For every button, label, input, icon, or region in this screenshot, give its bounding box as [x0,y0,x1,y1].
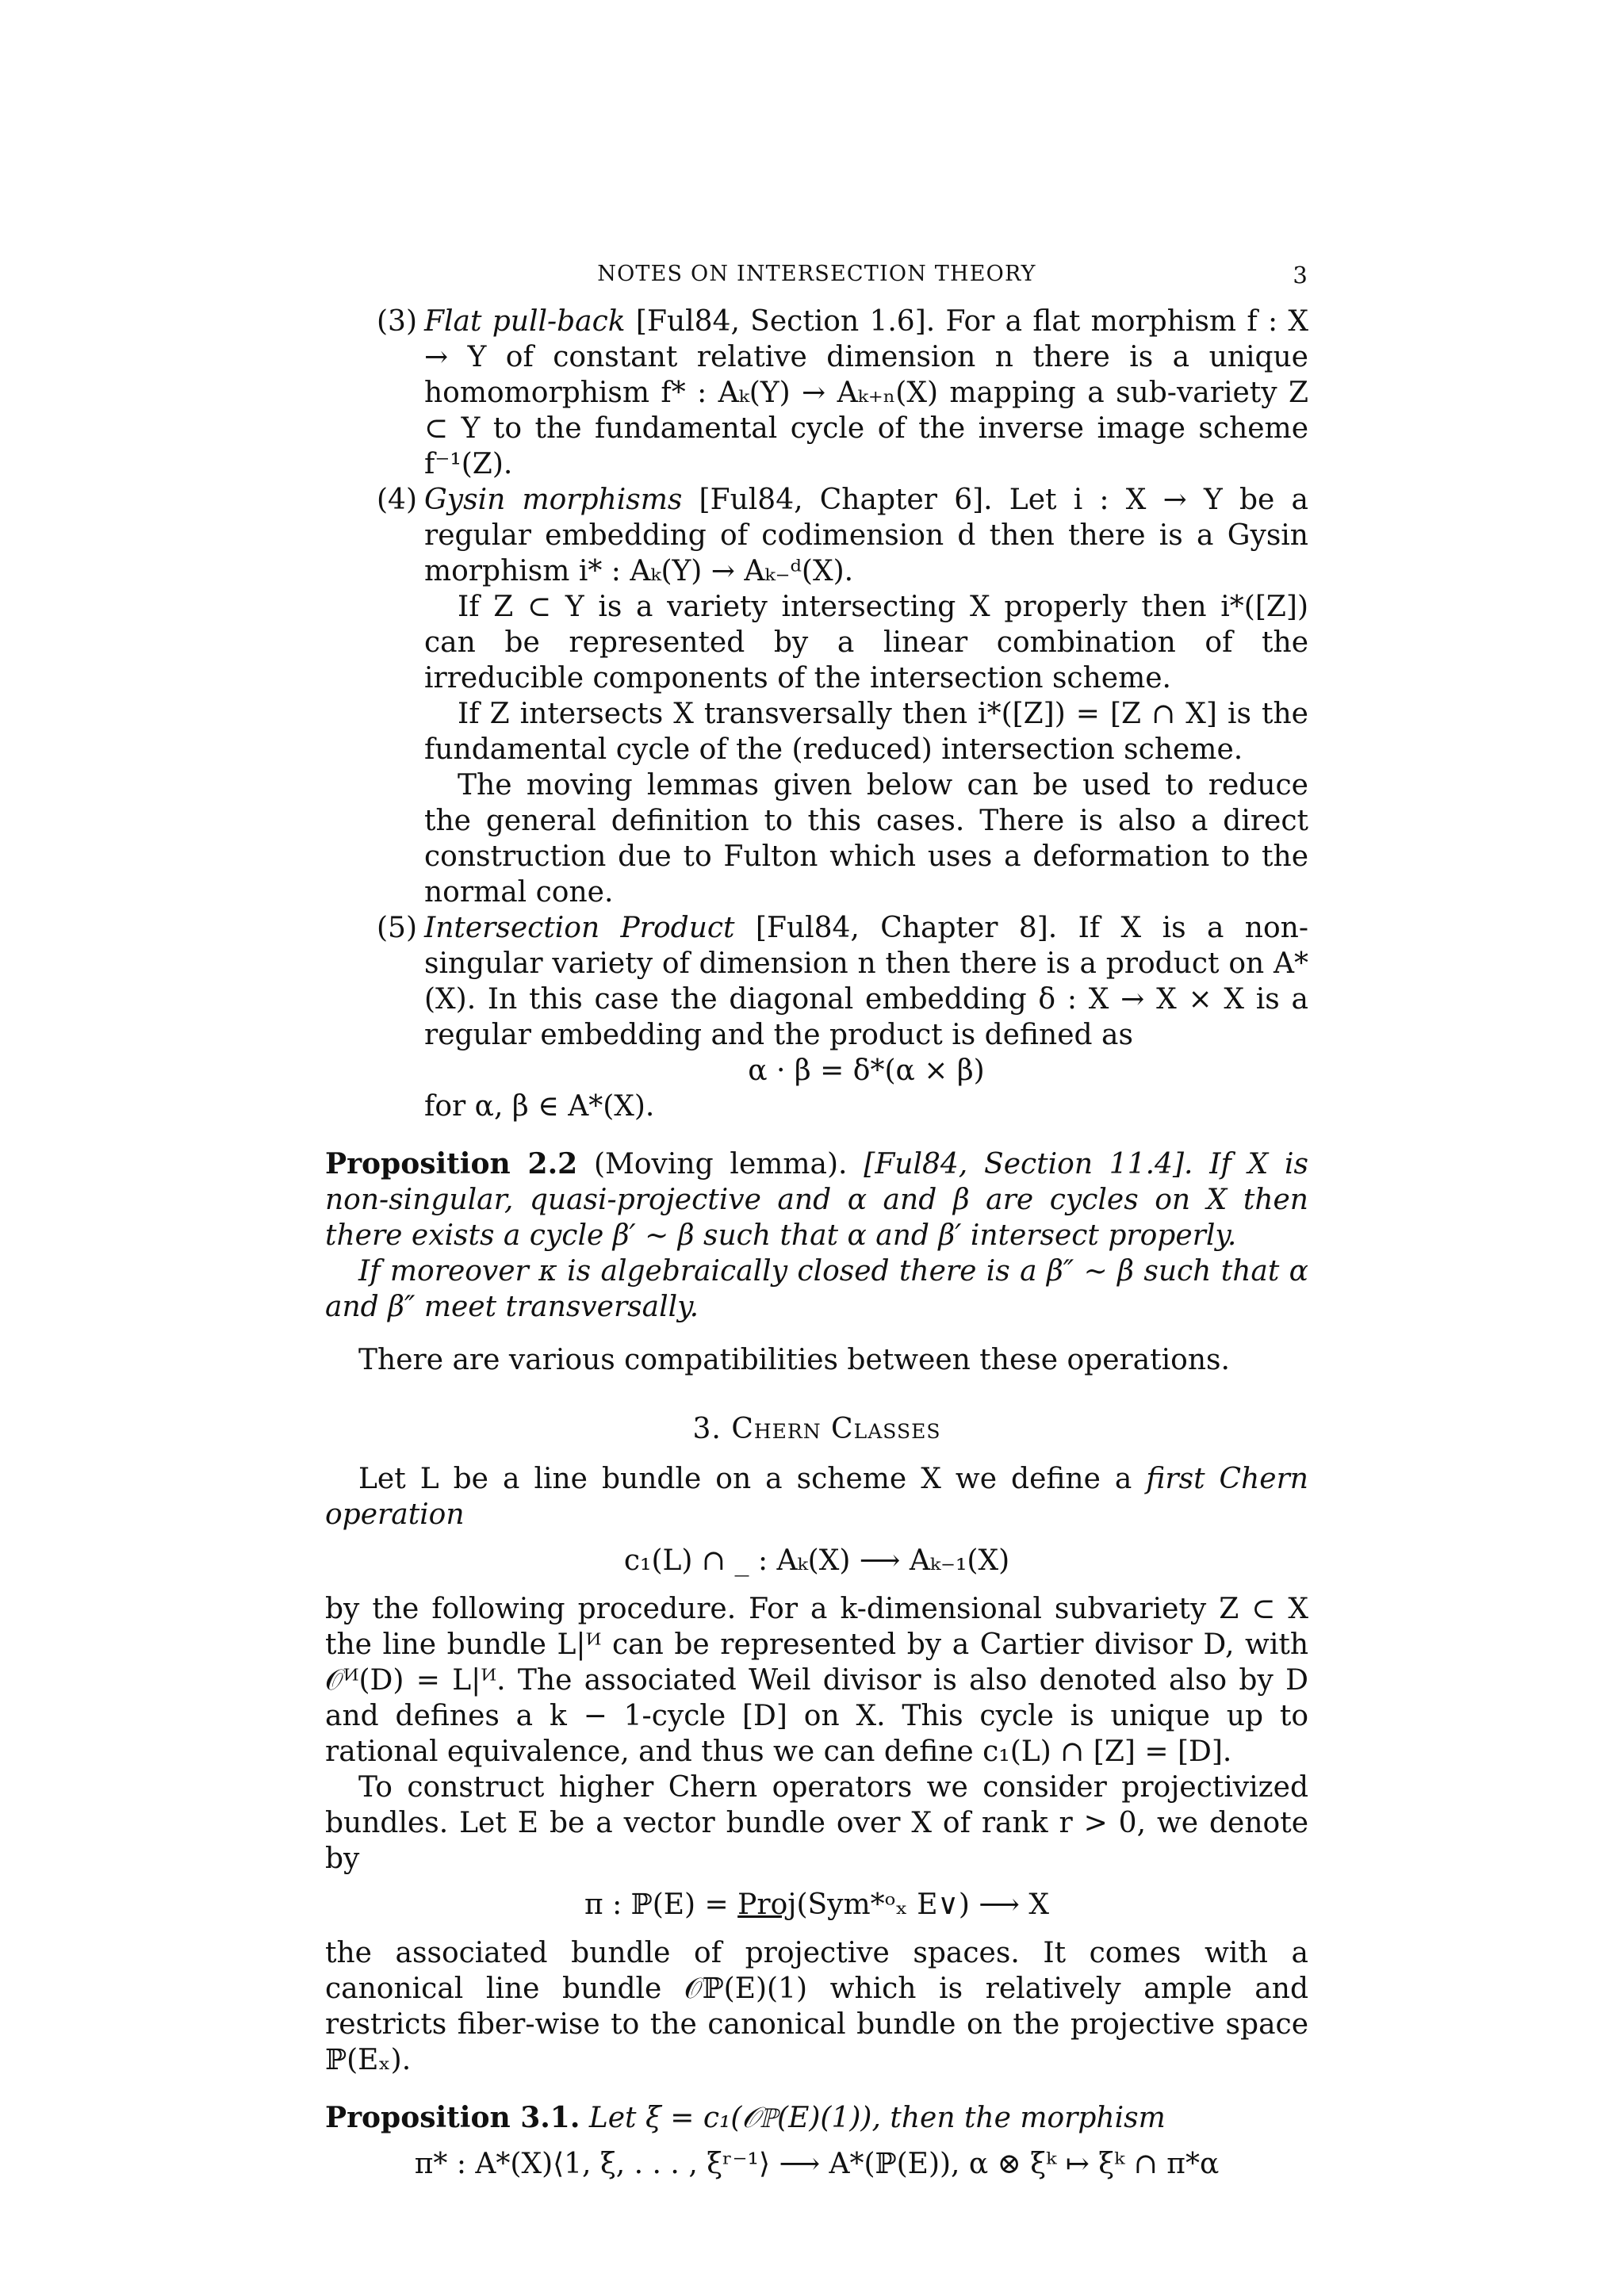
display-equation-projectivization [325,1887,1308,1923]
item-text: [Ful84, Section 1.6]. For a flat morphism f : X → Y of constant relative dimension n there is a unique homomorphism f* : Aₖ(Y) → Aₖ₊ₙ(X) mapping a sub-variety Z ⊂ Y to the fundamental cycle of the inverse image scheme f⁻¹(Z). [424,305,1308,480]
item-title: Flat pull-back [424,305,626,338]
item-number: (4) [377,484,417,516]
compatibility-note: There are various compatibilities between these operations. [358,1344,1230,1376]
proposition-3-1 [325,2100,1308,2182]
proposition-label: Proposition 3.1. [325,2101,580,2134]
item-title: Gysin morphisms [424,484,683,516]
running-header [325,262,1308,289]
item-after: for α, β ∈ A*(X). [424,1090,655,1123]
item-paragraph-4: The moving lemmas given below can be used to reduce the general definition to this cases. There is also a direct construction due to Fulton which uses a deformation to the normal cone. [424,769,1308,909]
item-text: [Ful84, Chapter 6]. Let i : X → Y be a regular embedding of codimension d then there is a Gysin morphism i* : Aₖ(Y) → Aₖ₋ᵈ(X). [424,484,1309,587]
proposition-paragraph [325,1146,1308,1253]
proposition-name: (Moving lemma). [577,1148,848,1181]
display-equation: α · β = δ*(α × β) [748,1054,985,1087]
chern-paragraph-1 [325,1461,1308,1533]
paragraph-text: Let L be a line bundle on a scheme X we define a [358,1463,1147,1495]
proposition-body: [Ful84, Section 11.4]. If X is non-singular, quasi-projective and α and β are cycles on X then there exists a cycle β′ ∼ β such that α and β′ intersect properly. [325,1148,1308,1252]
display-equation-projective-bundle: π* : A*(X)⟨1, ξ, . . . , ξʳ⁻¹⟩ ⟶ A*(ℙ(E)), α ⊗ ξᵏ ↦ ξᵏ ∩ π*α [414,2148,1220,2180]
section-heading: 3. Chern Classes [692,1413,941,1445]
item-text: [Ful84, Chapter 8]. If X is a non-singular variety of dimension n then there is a product on A*(X). In this case the diagonal embedding δ : X → X × X is a regular embedding and the product is defined as [424,912,1308,1051]
list-item-intersection-product [325,910,1308,1124]
equation-underlined: Proj [737,1888,797,1921]
item-paragraph-3: If Z intersects X transversally then i*([Z]) = [Z ∩ X] is the fundamental cycle of the (reduced) intersection scheme. [424,698,1308,766]
chern-paragraph-3: To construct higher Chern operators we consider projectivized bundles. Let E be a vector bundle over X of rank r > 0, we denote by [325,1771,1308,1875]
item-number: (5) [377,912,417,944]
equation-part: (Sym*ᵒₓ E∨) ⟶ X [796,1888,1049,1921]
proposition-label: Proposition 2.2 [325,1147,578,1181]
proposition-paragraph [325,2100,1308,2136]
list-item-flat-pullback [325,304,1308,482]
chern-paragraph-2: by the following procedure. For a k-dimensional subvariety Z ⊂ X the line bundle L|ᴻ can be represented by a Cartier divisor D, with 𝒪ᴻ(D) = L|ᴻ. The associated Weil divisor is also denoted also by D and defines a k − 1-cycle [D] on X. This cycle is unique up to rational equivalence, and thus we can define c₁(L) ∩ [Z] = [D]. [325,1593,1308,1768]
item-paragraph-2: If Z ⊂ Y is a variety intersecting X properly then i*([Z]) can be represented by a linear combination of the irreducible components of the intersection scheme. [424,591,1308,695]
running-title: NOTES ON INTERSECTION THEORY [597,262,1036,286]
proposition-body-2: If moreover κ is algebraically closed there is a β″ ∼ β such that α and β″ meet transversally. [325,1255,1308,1323]
proposition-2-2 [325,1146,1308,1325]
proposition-body: Let ξ = c₁(𝒪ℙ(E)(1)), then the morphism [580,2102,1166,2134]
display-equation-chern-operation: c₁(L) ∩ _ : Aₖ(X) ⟶ Aₖ₋₁(X) [623,1544,1010,1577]
item-paragraph [424,304,1308,482]
item-paragraph [424,482,1308,589]
item-title: Intersection Product [424,912,735,944]
emphasis: first Chern operation [325,1463,1308,1531]
chern-paragraph-4: the associated bundle of projective spaces. It comes with a canonical line bundle 𝒪ℙ(E)(1) which is relatively ample and restricts fiber-wise to the canonical bundle on the projective space ℙ(Eₓ). [325,1937,1308,2076]
item-paragraph [424,910,1308,1053]
page-number: 3 [1293,262,1308,289]
equation-part: π : ℙ(E) = [584,1888,738,1921]
item-number: (3) [377,305,417,338]
list-item-gysin [325,482,1308,910]
page-body [325,304,1308,2195]
